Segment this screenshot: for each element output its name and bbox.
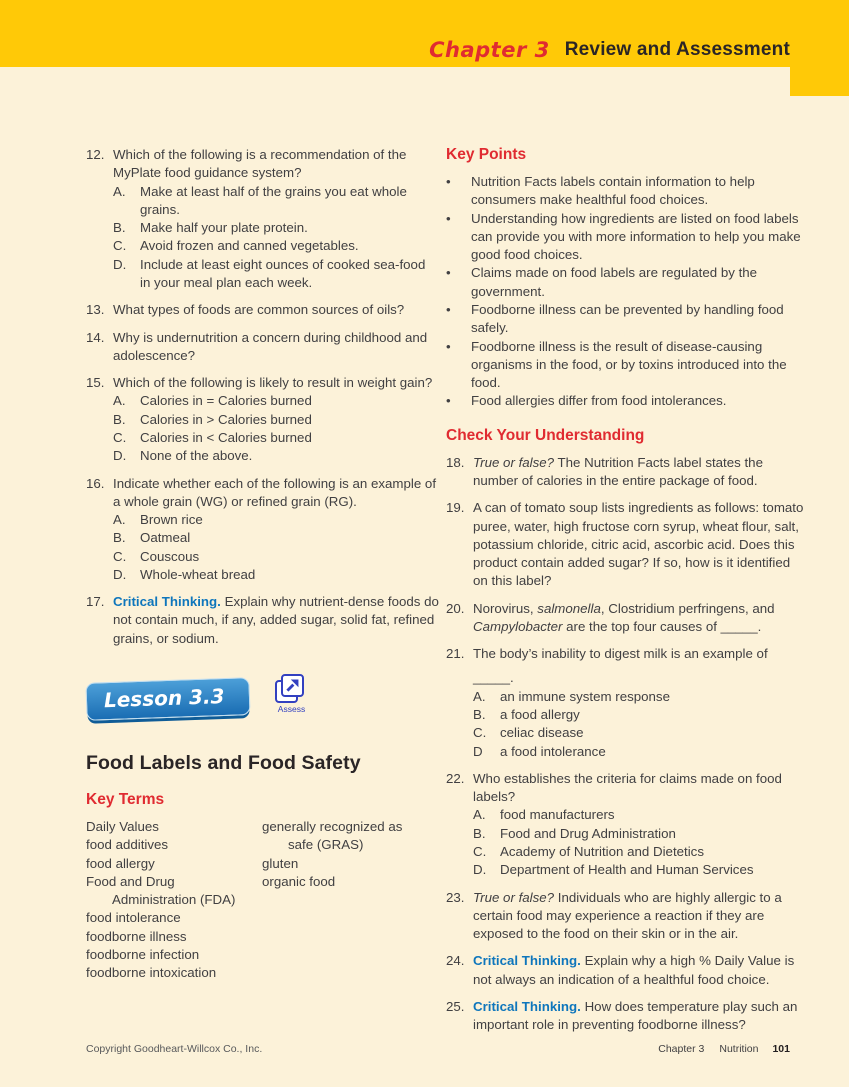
question-13	[86, 301, 439, 319]
header-yellow-edge-tab	[790, 67, 849, 96]
question-body	[473, 454, 804, 491]
option-text: None of the above.	[140, 448, 253, 464]
question-number: 24.	[446, 953, 465, 969]
key-point	[446, 173, 804, 210]
key-point-text: Understanding how ingredients are listed on food labels can provide you with more information to help you make good food choices.	[471, 210, 801, 263]
question-text	[113, 475, 439, 512]
option-text: Couscous	[140, 548, 200, 564]
segment: A can of tomato soup lists ingredients as follows: tomato puree, water, high fructose corn syrup, wheat flour, salt, potassium chloride, citric acid, ascorbic acid. Does this product contain added sugar? If so, how is it identified on this label?	[473, 500, 804, 589]
question-body	[113, 593, 439, 648]
option-letter: B.	[473, 707, 486, 723]
answer-option	[113, 237, 439, 255]
question-number: 23.	[446, 889, 465, 905]
option-letter: B.	[113, 530, 126, 546]
bullet-icon: •	[446, 393, 451, 409]
assess-icon[interactable]	[279, 676, 304, 701]
question-body	[473, 889, 804, 944]
key-terms-heading: Key Terms	[86, 791, 165, 809]
option-letter: C.	[113, 238, 127, 254]
key-point-text: Foodborne illness can be prevented by handling food safely.	[471, 301, 784, 336]
segment: Why is undernutrition a concern during childhood and adolescence?	[113, 329, 428, 363]
key-points-heading: Key Points	[446, 146, 527, 163]
bullet-icon: •	[446, 301, 451, 317]
question-text	[113, 329, 439, 366]
key-term: food intolerance	[86, 910, 181, 926]
true-false-label: True or false?	[473, 454, 555, 470]
option-letter: D.	[473, 862, 487, 878]
question-number: 14.	[86, 329, 105, 345]
critical-thinking-label: Critical Thinking.	[113, 594, 221, 610]
option-letter: B.	[473, 825, 486, 841]
option-text: Calories in = Calories burned	[140, 393, 312, 409]
answer-option	[113, 392, 439, 410]
key-point	[446, 210, 804, 265]
question-body	[473, 600, 804, 637]
question-text	[473, 499, 804, 590]
option-letter: B.	[113, 411, 126, 427]
question-number: 12.	[86, 147, 105, 162]
lesson-banner-row	[86, 674, 439, 736]
key-point-text: Food allergies differ from food intolerances.	[471, 393, 727, 409]
answer-option	[113, 183, 439, 220]
option-text: Oatmeal	[140, 530, 191, 546]
page-header	[429, 0, 790, 67]
bullet-icon: •	[446, 265, 451, 281]
critical-thinking-label: Critical Thinking.	[473, 998, 581, 1014]
option-text: Make half your plate protein.	[140, 220, 308, 236]
question-body	[113, 374, 439, 465]
key-term: food additives	[86, 837, 169, 853]
footer-page-info	[658, 1043, 790, 1055]
answer-option	[473, 825, 804, 843]
option-text: a food intolerance	[500, 743, 606, 759]
key-terms-column-1	[86, 818, 262, 983]
question-number: 25.	[446, 998, 465, 1014]
question-text	[473, 770, 804, 807]
answer-option	[473, 806, 804, 824]
assess-label: Assess	[277, 704, 306, 715]
question-17	[86, 593, 439, 648]
option-letter: D.	[113, 256, 127, 272]
bullet-icon: •	[446, 338, 451, 354]
question-text	[113, 593, 439, 648]
option-text: Avoid frozen and canned vegetables.	[140, 238, 359, 254]
question-text	[473, 952, 804, 989]
segment: Which of the following is a recommendation of the MyPlate food guidance system?	[113, 147, 407, 181]
assess-icon-front-square	[281, 674, 304, 697]
question-21	[446, 645, 804, 761]
key-term: Food and Drug	[86, 873, 175, 889]
option-letter: A.	[473, 807, 486, 823]
segment: What types of foods are common sources of oils?	[113, 302, 405, 318]
question-text	[113, 374, 439, 392]
option-text: Food and Drug Administration	[500, 825, 676, 841]
copyright-notice: Copyright Goodheart-Willcox Co., Inc.	[86, 1043, 263, 1055]
question-19	[446, 499, 804, 590]
question-body	[473, 998, 804, 1035]
segment: Explain why nutrient-dense foods do not contain much, if any, added sugar, solid fat, refined grains, or sodium.	[113, 594, 439, 646]
page-number: 101	[772, 1043, 790, 1055]
key-term-continuation: safe (GRAS)	[288, 837, 364, 853]
question-16	[86, 475, 439, 585]
segment: The Nutrition Facts label states the number of calories in the entire package of food.	[473, 454, 763, 488]
answer-option	[113, 429, 439, 447]
question-text	[113, 146, 439, 183]
key-term-continuation: Administration (FDA)	[112, 892, 236, 908]
assess-link[interactable]	[272, 674, 312, 714]
option-letter: A.	[113, 393, 126, 409]
question-text	[113, 301, 439, 319]
chapter-label: Chapter 3	[429, 38, 550, 62]
segment: Which of the following is likely to result in weight gain?	[113, 375, 433, 391]
key-terms-list	[86, 818, 439, 983]
key-term: Daily Values	[86, 819, 159, 835]
option-text: Whole-wheat bread	[140, 566, 256, 582]
option-text: Department of Health and Human Services	[500, 862, 754, 878]
answer-option	[113, 411, 439, 429]
answer-option	[113, 256, 439, 293]
left-column	[86, 146, 439, 983]
option-text: Include at least eight ounces of cooked sea-food in your meal plan each week.	[140, 256, 426, 290]
key-term: gluten	[262, 855, 299, 871]
question-body	[473, 952, 804, 989]
key-terms-column-2	[262, 818, 439, 983]
question-body	[113, 329, 439, 366]
page-title: Review and Assessment	[564, 39, 790, 60]
question-number: 19.	[446, 500, 465, 516]
answer-option	[113, 219, 439, 237]
option-letter: C.	[473, 725, 487, 741]
question-text	[473, 454, 804, 491]
option-letter: A.	[113, 512, 126, 528]
lesson-badge-label: Lesson 3.3	[103, 684, 225, 713]
answer-option	[473, 843, 804, 861]
segment: The body’s inability to digest milk is an example of	[473, 646, 768, 662]
option-letter: C.	[473, 844, 487, 859]
footer-book-title: Nutrition	[719, 1043, 759, 1055]
option-text: Academy of Nutrition and Dietetics	[500, 844, 704, 859]
answer-option	[113, 566, 439, 584]
question-number: 22.	[446, 770, 465, 786]
question-number: 15.	[86, 375, 105, 391]
key-point	[446, 392, 804, 410]
key-term: generally recognized as	[262, 819, 403, 835]
key-point-text: Foodborne illness is the result of disease-causing organisms in the food, or by toxins introduced into the food.	[471, 338, 787, 391]
lesson-title: Food Labels and Food Safety	[86, 752, 361, 775]
question-24	[446, 952, 804, 989]
question-number: 21.	[446, 646, 465, 662]
key-term: food allergy	[86, 855, 155, 871]
segment: are the top four causes of _____.	[562, 618, 762, 634]
question-text	[473, 889, 804, 944]
bullet-icon: •	[446, 174, 451, 189]
key-point-text: Nutrition Facts labels contain information to help consumers make healthful food choices.	[471, 174, 755, 208]
answer-option	[113, 529, 439, 547]
option-text: Calories in < Calories burned	[140, 429, 312, 445]
answer-option	[473, 743, 804, 761]
key-term: organic food	[262, 873, 336, 889]
question-number: 13.	[86, 302, 105, 318]
check-your-understanding-heading: Check Your Understanding	[446, 426, 645, 444]
option-text: Brown rice	[140, 512, 203, 528]
question-number: 20.	[446, 600, 465, 616]
key-point-text: Claims made on food labels are regulated by the government.	[471, 265, 758, 299]
question-number: 18.	[446, 454, 465, 470]
option-text: a food allergy	[500, 707, 580, 723]
arrow-up-right-icon	[284, 677, 301, 694]
option-text: Make at least half of the grains you eat whole grains.	[140, 183, 407, 217]
question-18	[446, 454, 804, 491]
segment: Norovirus,	[473, 600, 538, 616]
key-point	[446, 264, 804, 301]
segment-italic: salmonella	[537, 600, 601, 616]
question-number: 16.	[86, 475, 105, 491]
key-term: foodborne infection	[86, 947, 200, 962]
question-15	[86, 374, 439, 465]
question-text	[473, 998, 804, 1035]
question-body	[473, 645, 804, 761]
question-text	[473, 600, 804, 637]
answer-option	[473, 724, 804, 742]
segment: Indicate whether each of the following is an example of a whole grain (WG) or refined grain (RG).	[113, 475, 437, 509]
answer-option	[473, 706, 804, 724]
segment: , Clostridium perfringens, and	[600, 600, 775, 616]
question-20	[446, 600, 804, 637]
option-letter: D.	[113, 448, 127, 464]
lesson-badge	[85, 677, 250, 721]
segment: Individuals who are highly allergic to a certain food may experience a reaction if they are exposed to the food on their skin or in the air.	[473, 889, 782, 942]
segment: How does temperature play such an important role in preventing foodborne illness?	[473, 998, 798, 1033]
question-body	[473, 499, 804, 590]
question-body	[113, 475, 439, 585]
option-letter: D.	[113, 566, 127, 582]
question-body	[473, 770, 804, 880]
answer-option	[473, 688, 804, 706]
option-letter: C.	[113, 548, 127, 564]
answer-option	[113, 548, 439, 566]
segment: Who establishes the criteria for claims made on food labels?	[473, 770, 782, 805]
option-text: Calories in > Calories burned	[140, 411, 312, 427]
key-term: foodborne intoxication	[86, 965, 217, 981]
question-body	[113, 301, 439, 319]
question-22	[446, 770, 804, 880]
key-point	[446, 338, 804, 393]
option-letter: A.	[113, 183, 126, 199]
option-letter: C.	[113, 429, 127, 445]
bullet-icon: •	[446, 210, 451, 226]
question-14	[86, 329, 439, 366]
fill-in-blank: _____.	[473, 670, 514, 686]
footer-chapter: Chapter 3	[658, 1043, 705, 1055]
segment: Explain why a high % Daily Value is not always an indication of a healthful food choice.	[473, 953, 795, 987]
critical-thinking-label: Critical Thinking.	[473, 953, 581, 969]
question-number: 17.	[86, 594, 105, 610]
question-25	[446, 998, 804, 1035]
option-text: an immune system response	[500, 688, 670, 704]
option-text: food manufacturers	[500, 807, 615, 823]
answer-option	[113, 447, 439, 465]
option-letter: B.	[113, 220, 126, 236]
question-23	[446, 889, 804, 944]
question-text	[473, 645, 804, 688]
right-column	[446, 146, 804, 1044]
key-point	[446, 301, 804, 338]
key-term: foodborne illness	[86, 928, 187, 944]
question-12	[86, 146, 439, 292]
answer-option	[113, 511, 439, 529]
option-text: celiac disease	[500, 725, 584, 741]
option-letter: A.	[473, 688, 486, 704]
segment-italic: Campylobacter	[473, 618, 563, 634]
true-false-label: True or false?	[473, 889, 555, 905]
question-body	[113, 146, 439, 292]
answer-option	[473, 861, 804, 879]
option-letter: D	[473, 743, 483, 759]
